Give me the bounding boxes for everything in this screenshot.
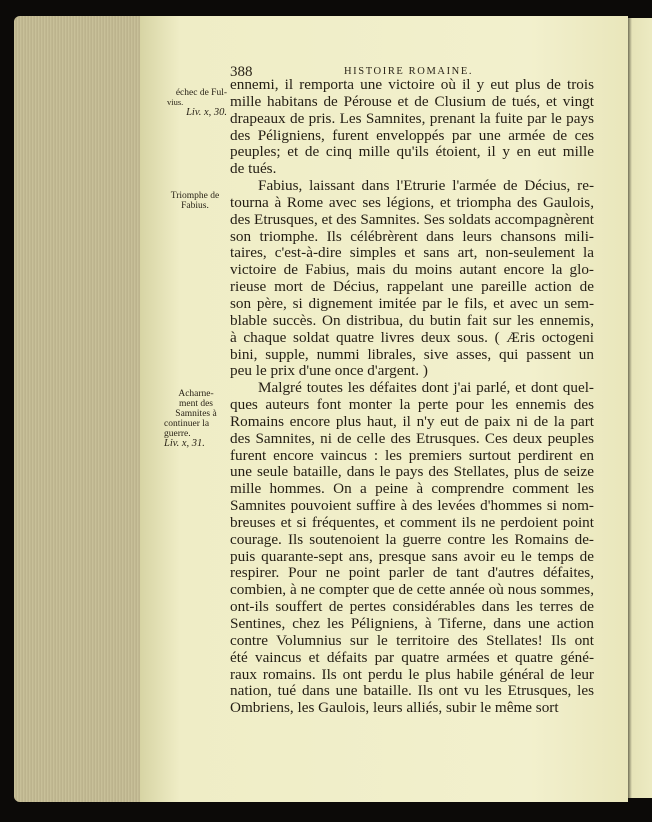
margin-note-line: Acharne-: [178, 389, 214, 399]
margin-note-line: continuer la: [164, 419, 210, 429]
text-line: raux romains. Ils ont perdu le plus habile général de leur: [230, 665, 594, 683]
text-line: peuples; et de cinq mille qu'ils étoient, il y en eut mille: [230, 143, 594, 161]
text-line: puis quarante-sept ans, presque sans avoir eu le temps de: [230, 547, 594, 565]
text-line: drapeaux de pris. Les Samnites, prenant la fuite par le pays: [230, 109, 594, 127]
margin-note-line: échec de Ful-: [175, 88, 227, 98]
text-line: respirer. Pour ne point parler de tant d'autres défaites,: [230, 564, 594, 582]
text-line: des Etrusques, et des Samnites. Ses soldats accompagnèrent: [230, 210, 594, 228]
text-line: contre Volumnius sur le territoire des Stellates! Ils ont: [230, 631, 594, 649]
text-line: Malgré toutes les défaites dont j'ai parlé, et dont quel-: [258, 379, 594, 397]
text-line: nation, tué dans une bataille. Ils ont vu les Etrusques, les: [230, 682, 594, 700]
text-line: de tués.: [230, 160, 277, 178]
text-line: son père, si dignement imitée par le fils, et avec un sem-: [230, 294, 594, 312]
text-line: Ombriens, les Gaulois, leurs alliés, subir le même sort: [230, 699, 559, 717]
text-line: Samnites pouvoient suffire à des levées d'hommes si nom-: [230, 497, 594, 515]
text-line: combien, à ne compter que de cette année où nous sommes,: [230, 581, 594, 599]
text-line: victoire de Fabius, mais du moins autant encore la glo-: [230, 261, 594, 279]
text-line: mille habitans de Pérouse et de Clusium de tués, et vingt: [230, 92, 594, 110]
text-line: ont-ils souffert de pertes considérables dans les terres de: [230, 598, 594, 616]
margin-note-line: Fabius.: [181, 201, 209, 211]
margin-note-line: Liv. x, 30.: [186, 107, 227, 118]
text-line: rieuse mort de Décius, rappelant une pareille action de: [230, 278, 594, 296]
facing-page-edge: [626, 18, 652, 798]
text-line: taires, c'est-à-dire simples et sans art, non-seulement la: [230, 244, 594, 262]
text-line: Romains encore plus haut, il n'y eut de paix ni de la part: [230, 412, 594, 430]
running-title: HISTOIRE ROMAINE.: [344, 66, 474, 77]
margin-note-line: Triomphe de: [170, 191, 220, 201]
margin-note-line: guerre.: [164, 429, 191, 439]
margin-note-line: Samnites à: [175, 409, 217, 419]
margin-note-line: Liv. x, 31.: [164, 438, 205, 449]
text-line: Fabius, laissant dans l'Etrurie l'armée de Décius, re-: [258, 177, 594, 195]
text-line: breuses et si fréquentes, et comment ils ne perdoient point: [230, 513, 594, 531]
text-line: Sentines, chez les Péligniens, à Tiferne, dans une action: [230, 615, 594, 632]
text-line: une seule bataille, dans le pays des Stellates, plus de seize: [230, 463, 594, 481]
text-line: bini, supple, nummi librales, sive asses, qui passent un: [230, 345, 594, 363]
text-line: ennemi, il remporta une victoire où il y eut plus de trois: [230, 76, 594, 93]
text-line: tourna à Rome avec ses légions, et triompha des Gaulois,: [230, 193, 594, 211]
text-line: courage. Ils soutenoient la guerre contre les Romains de-: [230, 530, 594, 548]
margin-note-line: vius.: [167, 97, 184, 107]
text-line: été vaincus et défaits par quatre armées et quatre géné-: [230, 648, 594, 666]
page-number: 388: [230, 64, 253, 80]
text-line: des Péligniens, furent enveloppés par une armée de ces: [230, 126, 594, 144]
text-line: des Samnites, ni de celle des Etrusques. Ces deux peuples: [230, 429, 594, 447]
margin-note-triomphe: [163, 191, 227, 211]
text-line: blable succès. On distribua, du butin fait sur les ennemis,: [230, 311, 594, 329]
margin-note-fulvius: [163, 88, 227, 119]
text-line: son triomphe. Ils célébrèrent dans leurs chansons mili-: [230, 227, 594, 245]
body-text: [230, 77, 594, 717]
text-line: peu le prix d'une once d'argent. ): [230, 362, 428, 380]
text-line: mille hommes. On a peine à comprendre comment les: [230, 480, 594, 498]
text-line: ques auteurs font monter la perte pour les ennemis des: [230, 396, 594, 414]
margin-note-acharnement: [164, 389, 228, 449]
text-line: à chaque soldat quatre livres deux sous. ( Æris octogeni: [230, 328, 594, 346]
margin-note-line: ment des: [178, 399, 214, 409]
page-edges-stack: [14, 16, 144, 802]
text-line: furent encore vaincus : les premiers surtout perdirent en: [230, 446, 594, 464]
